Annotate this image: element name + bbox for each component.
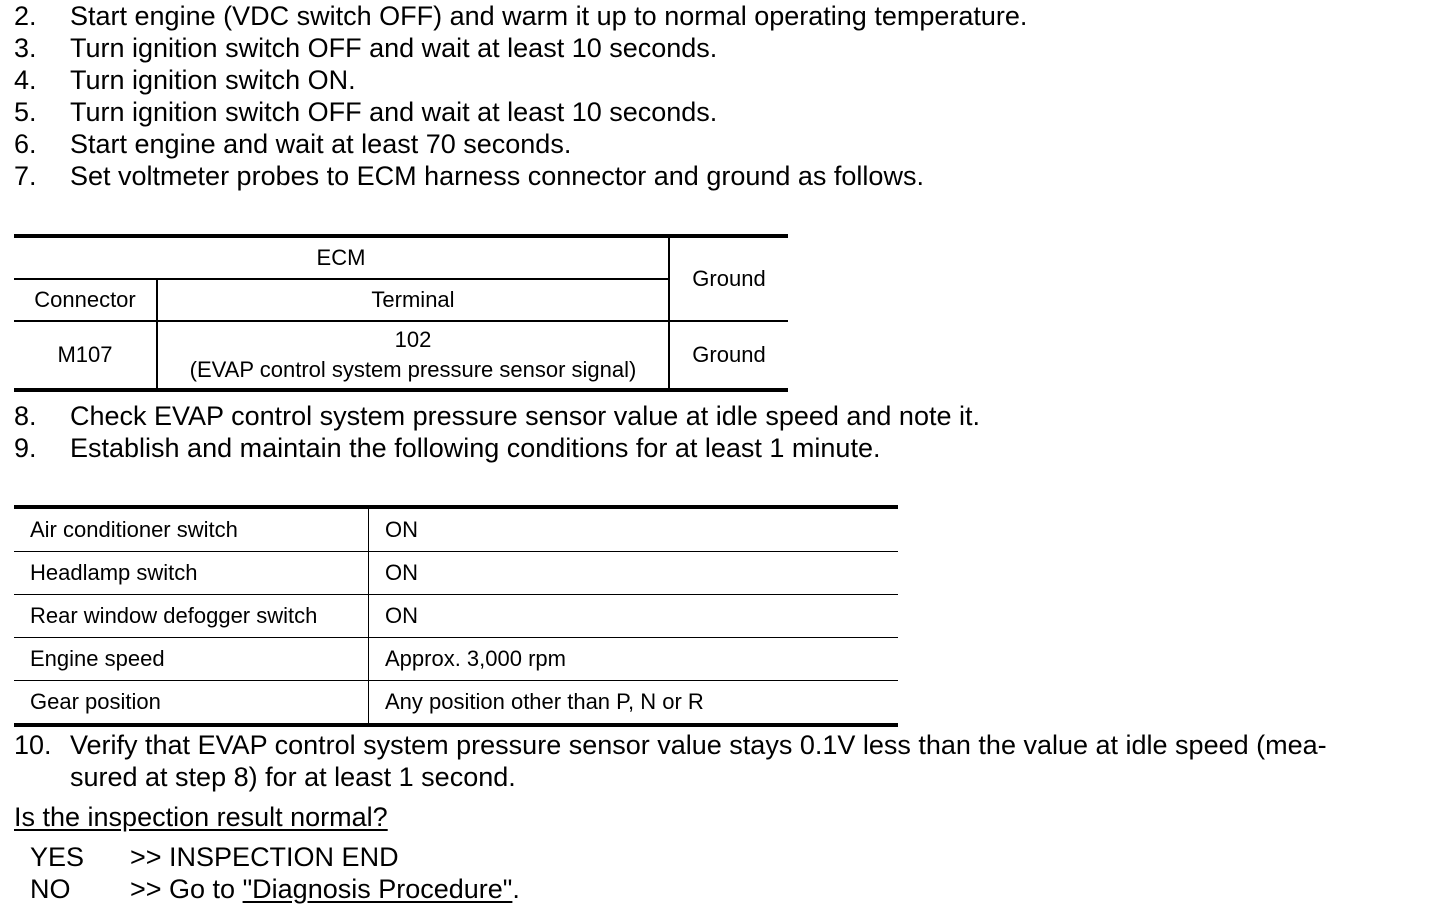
- step-number: 7.: [14, 161, 37, 191]
- table-row: [14, 638, 898, 681]
- condition-value: ON: [369, 552, 899, 595]
- conditions-table: [14, 505, 898, 727]
- step-text: Start engine and wait at least 70 seconds.: [70, 129, 572, 159]
- ground-cell: Ground: [692, 342, 766, 367]
- condition-value: Approx. 3,000 rpm: [369, 638, 899, 681]
- condition-value: ON: [369, 595, 899, 638]
- terminal-description: (EVAP control system pressure sensor signal): [189, 357, 637, 382]
- condition-item: Gear position: [14, 681, 369, 726]
- ecm-terminal-table: [14, 234, 788, 392]
- step-text-line-1: Verify that EVAP control system pressure sensor value stays 0.1V less than the value at idle speed (mea-: [70, 730, 1327, 760]
- table-row: [14, 681, 898, 726]
- ground-header: Ground: [669, 236, 788, 321]
- step-text: Start engine (VDC switch OFF) and warm it up to normal operating temperature.: [70, 1, 1028, 31]
- condition-item: Air conditioner switch: [14, 507, 369, 552]
- step-number: 3.: [14, 33, 37, 63]
- table-row: [14, 552, 898, 595]
- step-text: Turn ignition switch ON.: [70, 65, 356, 95]
- diagnosis-procedure-link[interactable]: "Diagnosis Procedure": [242, 874, 513, 904]
- terminal-number: 102: [394, 327, 432, 352]
- yes-text: >> INSPECTION END: [130, 842, 399, 872]
- ecm-header: ECM: [14, 236, 669, 279]
- condition-value: Any position other than P, N or R: [385, 689, 704, 714]
- step-number: 2.: [14, 1, 37, 31]
- step-text: Turn ignition switch OFF and wait at least 10 seconds.: [70, 97, 718, 127]
- step-text-line-2: sured at step 8) for at least 1 second.: [70, 762, 516, 792]
- step-text: Check EVAP control system pressure sensor value at idle speed and note it.: [70, 401, 980, 431]
- yes-label: YES: [30, 842, 85, 872]
- table-row: [14, 507, 898, 552]
- terminal-header: Terminal: [157, 279, 669, 321]
- step-number: 5.: [14, 97, 37, 127]
- step-number: 4.: [14, 65, 37, 95]
- condition-item: Rear window defogger switch: [14, 595, 369, 638]
- step-number: 6.: [14, 129, 37, 159]
- condition-value: ON: [369, 507, 899, 552]
- condition-item: Engine speed: [14, 638, 369, 681]
- step-text: Set voltmeter probes to ECM harness connector and ground as follows.: [70, 161, 924, 191]
- step-number: 10.: [14, 730, 52, 760]
- step-text: Turn ignition switch OFF and wait at least 10 seconds.: [70, 33, 718, 63]
- step-text: Establish and maintain the following conditions for at least 1 minute.: [70, 433, 881, 463]
- step-number: 9.: [14, 433, 37, 463]
- inspection-question: Is the inspection result normal?: [14, 802, 388, 832]
- no-label: NO: [30, 874, 71, 904]
- condition-item: Headlamp switch: [14, 552, 369, 595]
- no-text: [130, 873, 520, 905]
- terminal-cell: [157, 321, 669, 390]
- step-number: 8.: [14, 401, 37, 431]
- no-suffix: .: [512, 874, 520, 904]
- table-row: [14, 595, 898, 638]
- connector-header: Connector: [14, 279, 157, 321]
- connector-cell: M107: [14, 321, 157, 390]
- no-prefix: >> Go to: [130, 874, 243, 904]
